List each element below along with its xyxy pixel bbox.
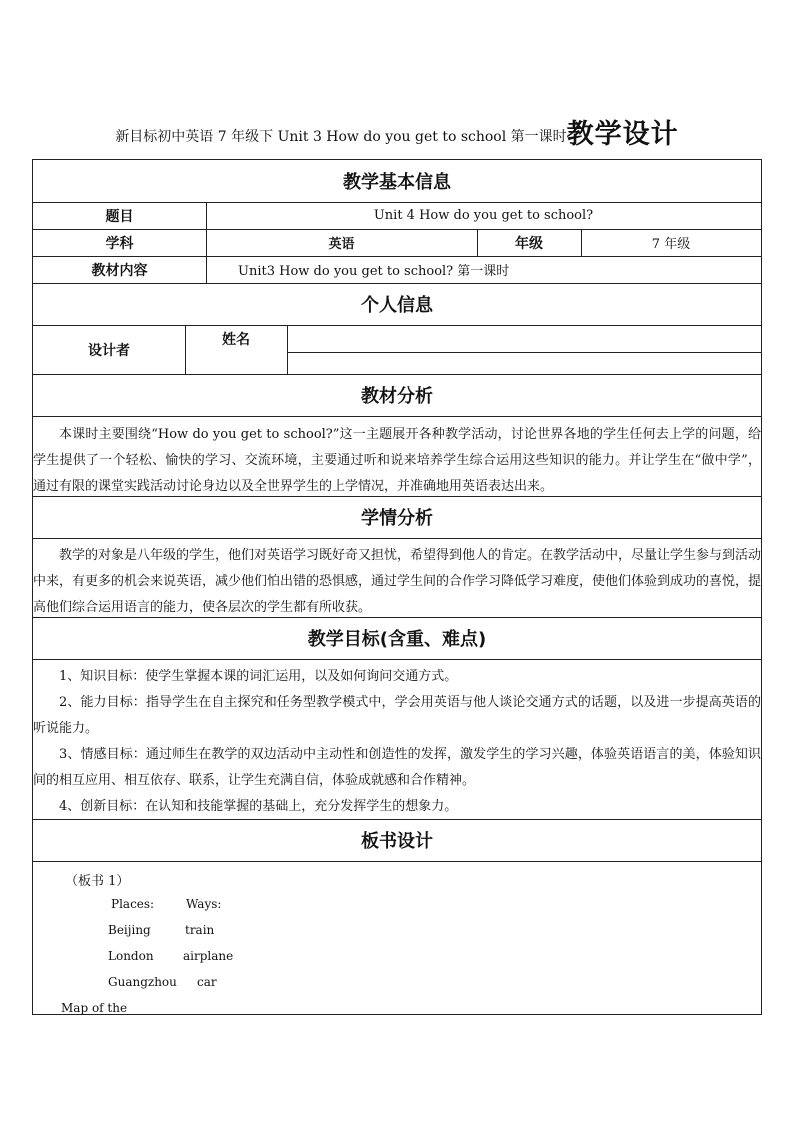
objective-item: 1、知识目标：使学生掌握本课的词汇运用，以及如何询问交通方式。 <box>59 669 458 684</box>
lesson-plan-table <box>32 159 762 1015</box>
rule <box>287 325 288 374</box>
grade-value: 7 年级 <box>651 237 691 252</box>
board-caption: （板书 1） <box>65 874 130 889</box>
subject-label: 学科 <box>105 235 134 252</box>
place-item: Guangzhou <box>108 975 177 989</box>
way-item: airplane <box>183 949 234 963</box>
student-analysis-heading: 学情分析 <box>361 508 433 529</box>
objective-item: 4、创新目标：在认知和技能掌握的基础上，充分发挥学生的想象力。 <box>59 799 458 814</box>
designer-label: 设计者 <box>88 342 130 359</box>
rule <box>287 352 761 353</box>
title-prefix: 新目标初中英语 7 年级下 Unit 3 How do you get to school 第一课时 <box>115 129 567 145</box>
grade-label: 年级 <box>515 235 543 252</box>
student-analysis-text: 教学的对象是八年级的学生，他们对英语学习既好奇又担忧，希望得到他人的肯定。在教学活动中，尽量让学生参与到活动中来，有更多的机会来说英语，减少他们怕出错的恐惧感，通过学生间的合作学习降低学习难度，使他们体验到成功的喜悦，提高他们综合运用语言的能力，使各层次的学生都有所收获。 <box>33 548 762 615</box>
material-analysis-text: 本课时主要围绕“How do you get to school?”这一主题展开各种教学活动，讨论世界各地的学生任何去上学的问题，给学生提供了一个轻松、愉快的学习、交流环境，主要通过听和说来培养学生综合运用这些知识的能力。并让学生在“做中学”，通过有限的课堂实践活动讨论身边以及全世界学生的上学情况，并准确地用英语表达出来。 <box>33 427 761 494</box>
rule <box>206 256 207 283</box>
title-suffix: 教学设计 <box>566 119 679 150</box>
objectives-heading: 教学目标(含重、难点) <box>307 629 487 650</box>
personal-info-heading: 个人信息 <box>361 295 433 316</box>
rule <box>33 659 761 660</box>
place-item: Beijing <box>108 923 151 937</box>
basic-info-heading: 教学基本信息 <box>343 172 451 193</box>
rule <box>33 538 761 539</box>
name-label: 姓名 <box>222 331 250 348</box>
material-value: Unit3 How do you get to school? 第一课时 <box>238 264 510 279</box>
objective-item: 3、情感目标：通过师生在教学的双边活动中主动性和创造性的发挥，激发学生的学习兴趣，体验英语语言的美，体验知识间的相互应用、相互依存、联系，让学生充满自信，体验成就感和合作精神。 <box>33 747 761 788</box>
document-title <box>0 112 794 151</box>
topic-label: 题目 <box>105 208 134 225</box>
board-design-heading: 板书设计 <box>361 831 433 852</box>
topic-value: Unit 4 How do you get to school? <box>373 208 594 223</box>
way-item: car <box>197 975 217 989</box>
place-item: London <box>108 949 154 963</box>
rule <box>33 861 761 862</box>
places-header: Places: <box>111 897 155 911</box>
way-item: train <box>185 923 215 937</box>
objective-item: 2、能力目标：指导学生在自主探究和任务型教学模式中，学会用英语与他人谈论交通方式的话题，以及进一步提高英语的听说能力。 <box>33 695 761 736</box>
subject-value: 英语 <box>328 237 355 252</box>
ways-header: Ways: <box>186 897 222 911</box>
board-footer: Map of the <box>61 1001 128 1015</box>
material-analysis-heading: 教材分析 <box>361 386 433 407</box>
rule <box>33 416 761 417</box>
material-label: 教材内容 <box>91 262 148 279</box>
